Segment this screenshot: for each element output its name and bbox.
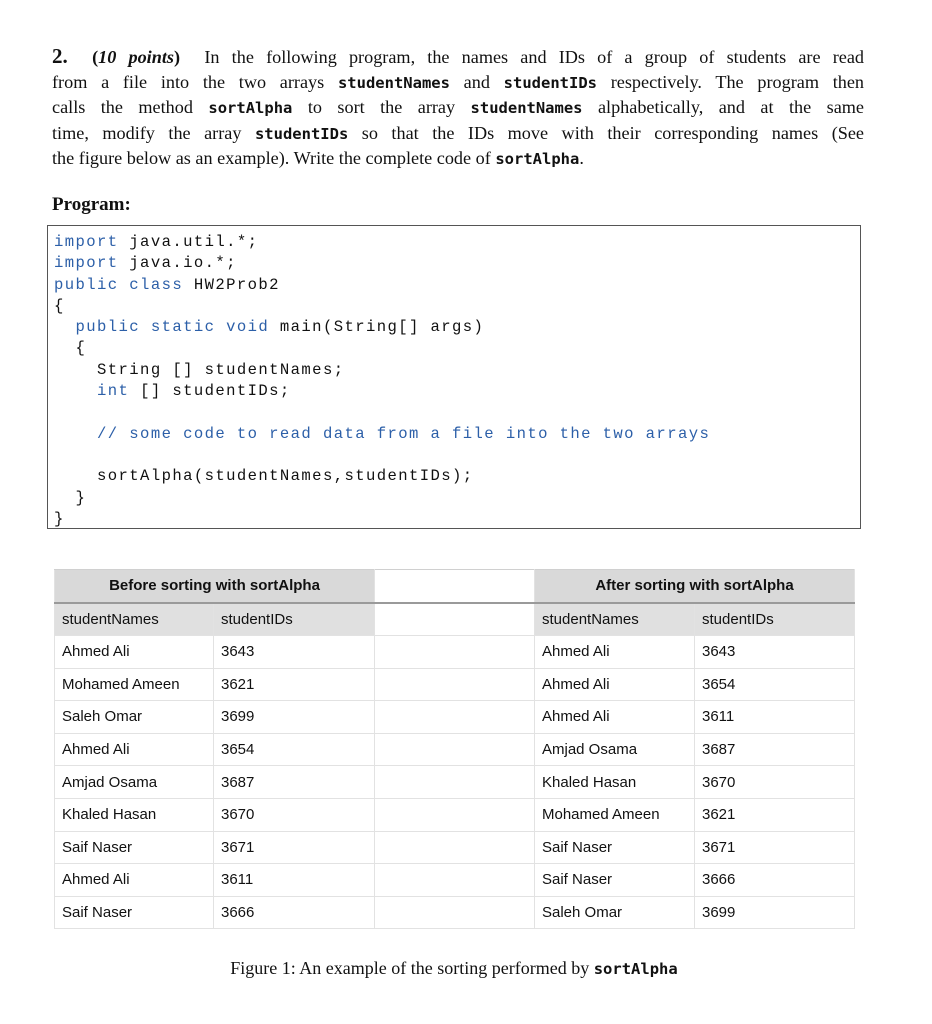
code-keyword: import	[54, 254, 119, 273]
before-id-cell: 3654	[214, 733, 375, 766]
inline-code: sortAlpha	[208, 99, 293, 118]
code-keyword: public class	[54, 275, 184, 294]
after-id-cell: 3611	[695, 701, 855, 734]
table-spacer	[375, 570, 535, 603]
table-spacer	[375, 733, 535, 766]
table-spacer	[375, 864, 535, 897]
before-id-cell: 3670	[214, 798, 375, 831]
table-row	[55, 766, 855, 799]
table-row	[55, 636, 855, 669]
before-name-cell: Amjad Osama	[55, 766, 214, 799]
before-name-cell: Mohamed Ameen	[55, 668, 214, 701]
before-name-cell: Ahmed Ali	[55, 636, 214, 669]
before-id-cell: 3671	[214, 831, 375, 864]
after-id-cell: 3643	[695, 636, 855, 669]
code-listing-box	[47, 225, 861, 529]
table-column-header-row	[55, 603, 855, 636]
column-header-ids: studentIDs	[214, 603, 375, 636]
table-spacer	[375, 798, 535, 831]
table-row	[55, 831, 855, 864]
after-id-cell: 3621	[695, 798, 855, 831]
table-body	[55, 636, 855, 929]
column-header-names: studentNames	[535, 603, 695, 636]
after-id-cell: 3670	[695, 766, 855, 799]
after-name-cell: Saleh Omar	[535, 896, 695, 929]
after-id-cell: 3666	[695, 864, 855, 897]
before-id-cell: 3621	[214, 668, 375, 701]
after-name-cell: Saif Naser	[535, 864, 695, 897]
table-spacer	[375, 636, 535, 669]
before-id-cell: 3643	[214, 636, 375, 669]
before-name-cell: Khaled Hasan	[55, 798, 214, 831]
table-row	[55, 733, 855, 766]
after-name-cell: Ahmed Ali	[535, 668, 695, 701]
after-id-cell: 3671	[695, 831, 855, 864]
problem-line-1: 2. (10 points) In the following program, the names and IDs of a group of students are read	[52, 44, 865, 68]
inline-code: studentIDs	[254, 124, 349, 143]
inline-code: studentNames	[337, 73, 450, 92]
column-header-names: studentNames	[55, 603, 214, 636]
table-spacer	[375, 603, 535, 636]
code-listing: import java.util.*; import java.io.*; public class HW2Prob2 { public static void main(String[] args) { String [] studentNames; int [] studentIDs; // some code to read data from a file into the two arrays sortAlpha(studentNames,studentIDs); } }	[54, 233, 711, 528]
before-name-cell: Saleh Omar	[55, 701, 214, 734]
before-id-cell: 3611	[214, 864, 375, 897]
inline-code: sortAlpha	[593, 960, 678, 978]
inline-code: studentIDs	[503, 73, 597, 92]
before-name-cell: Ahmed Ali	[55, 864, 214, 897]
after-name-cell: Ahmed Ali	[535, 701, 695, 734]
before-id-cell: 3687	[214, 766, 375, 799]
after-name-cell: Amjad Osama	[535, 733, 695, 766]
after-id-cell: 3687	[695, 733, 855, 766]
code-keyword: public static void	[75, 318, 270, 337]
before-id-cell: 3666	[214, 896, 375, 929]
problem-line-2: from a file into the two arrays studentNames and studentIDs respectively. The program then	[52, 71, 865, 92]
before-name-cell: Saif Naser	[55, 831, 214, 864]
before-name-cell: Ahmed Ali	[55, 733, 214, 766]
inline-code: studentNames	[470, 99, 583, 118]
table-row	[55, 864, 855, 897]
after-name-cell: Ahmed Ali	[535, 636, 695, 669]
table-spacer	[375, 701, 535, 734]
points-value: 10 points	[98, 47, 174, 67]
table-spacer	[375, 766, 535, 799]
table-spacer	[375, 896, 535, 929]
inline-code: sortAlpha	[495, 150, 580, 169]
table-spacer	[375, 831, 535, 864]
column-header-ids: studentIDs	[695, 603, 855, 636]
before-sorting-header: Before sorting with sortAlpha	[55, 570, 375, 603]
problem-line-5: the figure below as an example). Write the complete code of sortAlpha.	[52, 148, 584, 169]
after-name-cell: Saif Naser	[535, 831, 695, 864]
after-name-cell: Mohamed Ameen	[535, 798, 695, 831]
table-row	[55, 896, 855, 929]
table-row	[55, 701, 855, 734]
problem-statement	[52, 44, 864, 172]
after-id-cell: 3654	[695, 668, 855, 701]
problem-line-3: calls the method sortAlpha to sort the array studentNames alphabetically, and at the same	[52, 97, 864, 118]
code-keyword: int	[97, 382, 130, 401]
question-number: 2.	[52, 44, 68, 68]
table-row	[55, 668, 855, 701]
figure-caption: Figure 1: An example of the sorting performed by sortAlpha	[230, 958, 678, 978]
table-group-header-row	[55, 570, 855, 603]
code-comment: // some code to read data from a file into the two arrays	[97, 424, 711, 443]
program-label: Program:	[52, 194, 131, 215]
table-row	[55, 798, 855, 831]
before-id-cell: 3699	[214, 701, 375, 734]
after-name-cell: Khaled Hasan	[535, 766, 695, 799]
before-name-cell: Saif Naser	[55, 896, 214, 929]
problem-line-4: time, modify the array studentIDs so that the IDs move with their corresponding names (See	[52, 122, 865, 143]
after-id-cell: 3699	[695, 896, 855, 929]
code-keyword: import	[54, 233, 119, 251]
table-spacer	[375, 668, 535, 701]
after-sorting-header: After sorting with sortAlpha	[535, 570, 855, 603]
sorting-example-table	[54, 569, 855, 929]
